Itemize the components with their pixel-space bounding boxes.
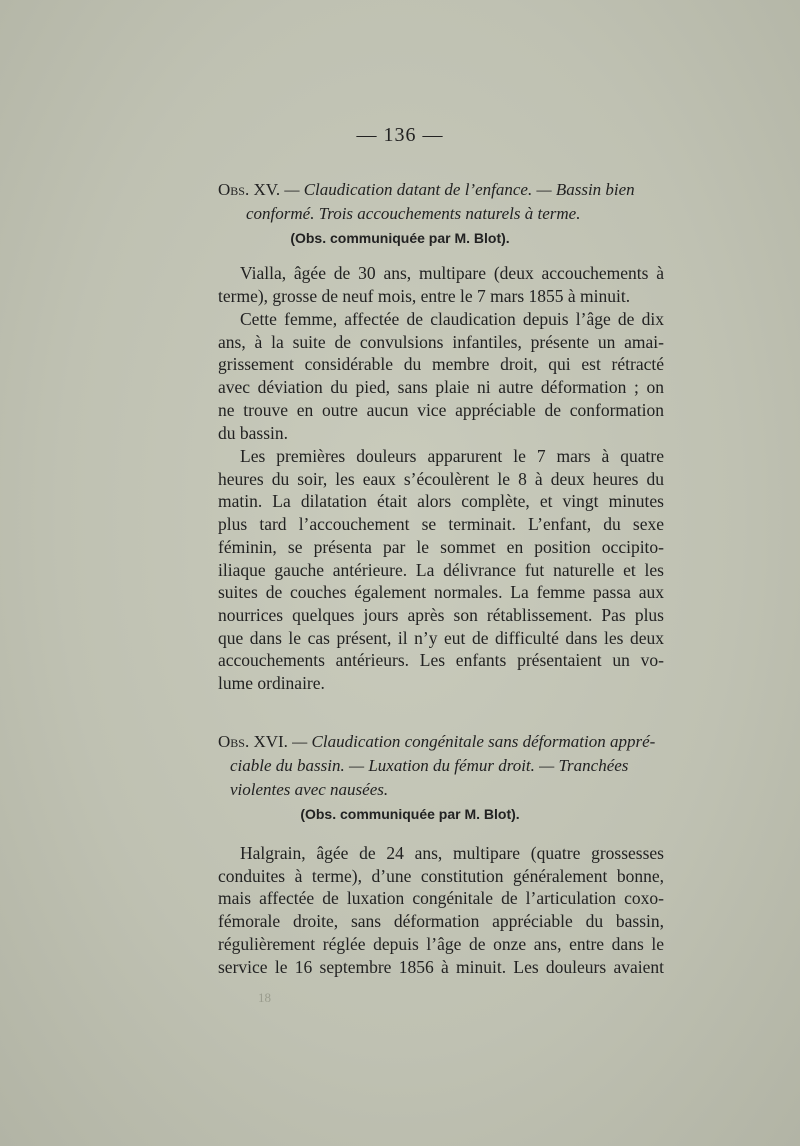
observation-15-credit: (Obs. communiquée par M. Blot). — [290, 230, 510, 246]
text-line: conduites à terme), d’une constitution généralement bonne, — [218, 865, 664, 886]
text-line: que dans le cas présent, il n’y eut de difficulté dans les deux — [218, 627, 664, 648]
text-line: féminin, se présenta par le sommet en position occipito- — [218, 536, 664, 557]
observation-15-paragraph-3 — [218, 445, 664, 695]
text-line: ans, à la suite de convulsions infantiles, présente un amai- — [218, 331, 664, 352]
text-line: service le 16 septembre 1856 à minuit. Les douleurs avaient — [218, 956, 664, 977]
text-line: lume ordinaire. — [218, 673, 325, 694]
observation-16-label: Obs. XVI. — [218, 732, 288, 751]
text-line: Cette femme, affectée de claudication depuis l’âge de dix — [240, 309, 664, 329]
text-line: heures du soir, les eaux s’écoulèrent le 8 à deux heures du — [218, 468, 664, 489]
observation-15-paragraph-1 — [218, 262, 664, 307]
text-line: accouchements antérieurs. Les enfants présentaient un vo- — [218, 650, 664, 671]
text-line: iliaque gauche antérieure. La délivrance fut naturelle et les — [218, 559, 664, 580]
text-line: matin. La dilatation était alors complète, et vingt minutes — [218, 491, 664, 512]
observation-16-title-line-3: violentes avec nausées. — [230, 780, 389, 799]
observation-16-credit: (Obs. communiquée par M. Blot). — [300, 806, 520, 822]
text-line: Halgrain, âgée de 24 ans, multipare (quatre grossesses — [240, 843, 664, 863]
observation-16-title-line-2: ciable du bassin. — Luxation du fémur droit. — Tranchées — [230, 756, 629, 775]
text-line: fémorale droite, sans déformation appréciable du bassin, — [218, 911, 664, 932]
observation-15-title-line-2: conformé. Trois accouchements naturels à terme. — [246, 204, 581, 223]
observation-15-title-line-1: — Claudication datant de l’enfance. — Bassin bien — [280, 180, 635, 199]
text-line: plus tard l’accouchement se terminait. L’enfant, du sexe — [218, 514, 664, 535]
observation-16-title — [218, 730, 664, 802]
observation-15-label: Obs. XV. — [218, 180, 281, 199]
text-line: régulièrement réglée depuis l’âge de onze ans, entre dans le — [218, 933, 664, 954]
text-line: ne trouve en outre aucun vice appréciable de conformation — [218, 399, 664, 420]
observation-16-title-line-1: — Claudication congénitale sans déformation appré- — [287, 732, 656, 751]
observation-16-paragraph-1 — [218, 842, 664, 978]
text-line: du bassin. — [218, 422, 288, 443]
observation-15-paragraph-2 — [218, 308, 664, 444]
text-line: mais affectée de luxation congénitale de l’articulation coxo- — [218, 888, 664, 909]
text-line: terme), grosse de neuf mois, entre le 7 mars 1855 à minuit. — [218, 285, 631, 306]
text-line: nourrices quelques jours après son rétablissement. Pas plus — [218, 604, 664, 625]
text-line: suites de couches également normales. La femme passa aux — [218, 582, 664, 603]
observation-15-title — [218, 178, 664, 226]
footer-mark: 18 — [258, 990, 271, 1005]
text-line: grissement considérable du membre droit, qui est rétracté — [218, 354, 664, 375]
text-line: Les premières douleurs apparurent le 7 mars à quatre — [240, 446, 664, 466]
text-line: avec déviation du pied, sans plaie ni autre déformation ; on — [218, 377, 664, 398]
page-number: — 136 — — [356, 124, 444, 146]
text-line: Vialla, âgée de 30 ans, multipare (deux accouchements à — [240, 263, 664, 283]
